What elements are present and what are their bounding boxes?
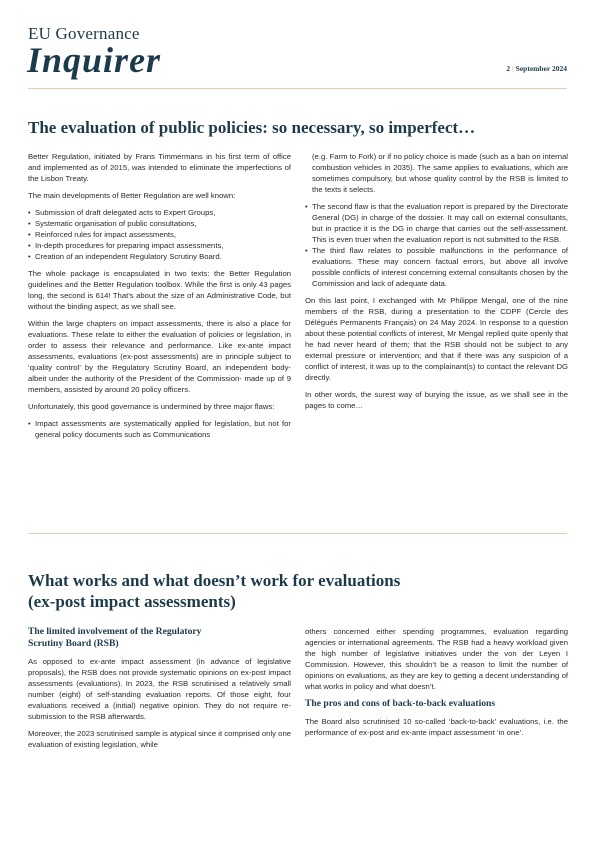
list-item: • Reinforced rules for impact assessments, xyxy=(28,229,291,240)
paragraph: The main developments of Better Regulation are well known: xyxy=(28,191,236,200)
header-divider xyxy=(28,88,567,89)
list-item: • Submission of draft delegated acts to Expert Groups, xyxy=(28,207,291,218)
article2-title xyxy=(28,570,400,612)
subheading: The pros and cons of back-to-back evaluations xyxy=(305,698,496,709)
article2-title-line2: (ex-post impact assessments) xyxy=(28,592,236,611)
paragraph: (e.g. Farm to Fork) or if no policy choice is made (such as a ban on internal combustion vehicles in 2035). The same applies to evaluations, which are sometimes compulsory, but whose quality control by the RSB is limited to the texts it selects. xyxy=(312,152,568,194)
subheading-line2: Scrutiny Board (RSB) xyxy=(28,638,119,649)
article1-right-column xyxy=(305,151,568,417)
list-item: • Impact assessments are systematically applied for legislation, but not for general policy documents such as Communications xyxy=(28,418,291,440)
article1-title: The evaluation of public policies: so necessary, so imperfect… xyxy=(28,118,476,137)
list-item: • The second flaw is that the evaluation report is prepared by the Directorate General (DG) in charge of the dossier. It may call on external consultants, but in practice it is the DG in charge that carries out the self-assessment. This is even truer when the evaluation report is not submitted to the RSB. xyxy=(305,201,568,245)
section-divider xyxy=(28,533,567,534)
masthead-title: EU Governance xyxy=(28,24,140,43)
paragraph: Within the large chapters on impact assessments, there is also a place for evaluations. These relate to either the evaluation of policies or legislation, in order to assess their relevance and performance. Like ex-ante impact assessments, evaluations (ex-post assessments) are in principle subject to ‘quality control’ by the Regulatory Scrutiny Board, an independent body- albeit under the authority of the President of the Commission- made up of 9 members, assisted by around 20 policy officers. xyxy=(28,319,291,394)
issue-date: September 2024 xyxy=(515,64,567,73)
article2-right-column xyxy=(305,626,568,744)
flaws-list xyxy=(28,418,291,440)
subheading xyxy=(28,626,291,650)
page-meta xyxy=(506,64,567,73)
article2-left-column xyxy=(28,626,291,756)
flaws-list-continued xyxy=(305,201,568,289)
page-number: 2 xyxy=(506,64,511,73)
list-item: • Creation of an independent Regulatory Scrutiny Board. xyxy=(28,251,291,262)
paragraph: As opposed to ex-ante impact assessment (in advance of legislative proposals), the RSB does not provide systematic opinions on ex-post impact assessments (evaluations). In 2023, the RSB scrutinised a relatively small number (eight) of self-standing evaluation reports. Of those eight, four evaluations received a (initial) negative opinion. They do not require re-submission to the RSB afterwards. xyxy=(28,657,291,721)
paragraph: The whole package is encapsulated in two texts: the Better Regulation guidelines and the Better Regulation toolbox. While the first is only 43 pages long, the second is 614! That’s about the size of an Administrative Code, but without the binding aspect, as we shall see. xyxy=(28,269,291,311)
paragraph: The Board also scrutinised 10 so-called ‘back-to-back’ evaluations, i.e. the performance of ex-post and ex-ante impact assessment ‘in one’. xyxy=(305,717,568,737)
list-item: • The third flaw relates to possible malfunctions in the performance of evaluations. These may concern factual errors, but above all involve possible conflicts of interest concerning external consultants chosen by the Commission and lack of adequate data. xyxy=(305,245,568,289)
paragraph: others concerned either spending programmes, evaluation regarding agencies or international agreements. The RSB had a heavy workload given the high number of legislative initiatives under the von der Leyen I Commission. However, this shouldn’t be a reason to limit the number of opinions on evaluations, as they are key to getting a decent understanding of what works in policy and what doesn’t. xyxy=(305,627,568,691)
article1-left-column xyxy=(28,151,291,446)
meta-separator: | xyxy=(512,64,514,73)
paragraph: In other words, the surest way of burying the issue, as we shall see in the pages to come… xyxy=(305,390,568,410)
paragraph: Moreover, the 2023 scrutinised sample is atypical since it comprised only one evaluation of existing legislation, while xyxy=(28,729,291,749)
list-item: • In-depth procedures for preparing impact assessments, xyxy=(28,240,291,251)
subheading-line1: The limited involvement of the Regulatory xyxy=(28,626,202,637)
paragraph: Better Regulation, initiated by Frans Timmermans in his first term of office and implemented as of 2015, was intended to eliminate the imperfections of the Lisbon Treaty. xyxy=(28,152,291,183)
article2-title-line1: What works and what doesn’t work for evaluations xyxy=(28,571,401,590)
developments-list xyxy=(28,207,291,262)
list-item: • Systematic organisation of public consultations, xyxy=(28,218,291,229)
paragraph: Unfortunately, this good governance is undermined by three major flaws: xyxy=(28,402,275,411)
paragraph: On this last point, I exchanged with Mr Philippe Mengal, one of the nine members of the RSB, during a presentation to the CDPF (Cercle des Délégués Permanents Français) on 24 May 2024. In response to a question about these potential conflicts of interest, Mr Mengal replied quite openly that he had never heard of them; that the RSB should not be subject to any external pressure or intervention; and that if there was any suspicion of a conflict of interest, it was up to the complainant(s) to contact the relevant DG directly. xyxy=(305,296,568,382)
masthead-logo: Inquirer xyxy=(27,40,162,80)
